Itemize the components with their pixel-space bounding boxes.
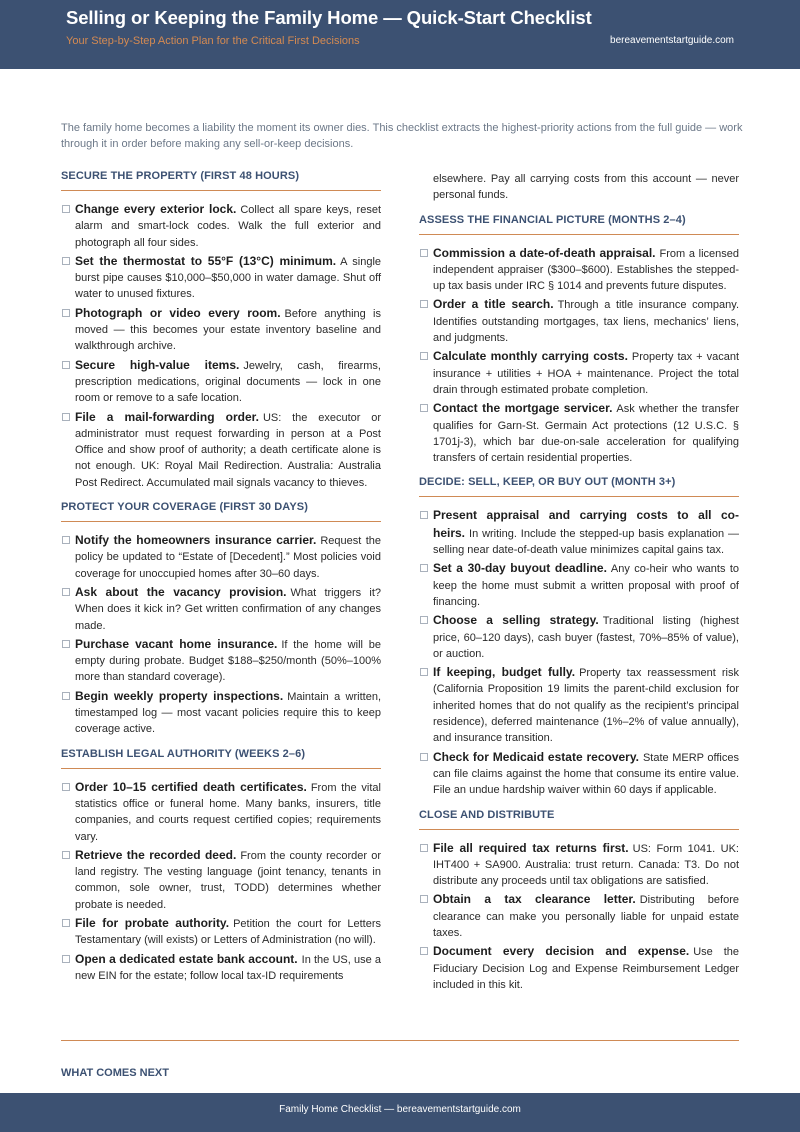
checkbox[interactable] bbox=[420, 753, 428, 761]
intro-paragraph: The family home becomes a liability the moment its owner dies. This checklist extracts the highest-priority actions from the full guide — work through it in order before making any sell-or-keep decisions. bbox=[61, 122, 743, 150]
right-column bbox=[419, 171, 739, 995]
checklist-item: Open a dedicated estate bank account. In the US, use a new EIN for the estate; follow local tax-ID requirements bbox=[61, 951, 381, 985]
section-heading-secure: SECURE THE PROPERTY (FIRST 48 HOURS) bbox=[61, 170, 381, 191]
checklist-item: Document every decision and expense. Use the Fiduciary Decision Log and Expense Reimbursement Ledger included in this kit. bbox=[419, 943, 739, 993]
checklist-item: Choose a selling strategy. Traditional listing (highest price, 60–120 days), cash buyer (fastest, 70%–85% of value), or auction. bbox=[419, 612, 739, 662]
checklist-item: Present appraisal and carrying costs to all co-heirs. In writing. Include the stepped-up basis explanation — selling near date-of-death value minimizes capital gains tax. bbox=[419, 507, 739, 558]
checklist-item: Photograph or video every room. Before anything is moved — this becomes your estate inventory baseline and walkthrough archive. bbox=[61, 305, 381, 355]
checkbox[interactable] bbox=[62, 640, 70, 648]
checklist-item: Commission a date-of-death appraisal. From a licensed independent appraiser ($300–$600). Establishes the stepped-up tax basis under IRC § 1014 and prevents future disputes. bbox=[419, 245, 739, 295]
checkbox[interactable] bbox=[62, 851, 70, 859]
checkbox[interactable] bbox=[420, 844, 428, 852]
section-heading-decide: DECIDE: SELL, KEEP, OR BUY OUT (MONTH 3+) bbox=[419, 476, 739, 497]
checklist-item: Purchase vacant home insurance. If the home will be empty during probate. Budget $188–$250/month (50%–100% more than standard coverage). bbox=[61, 636, 381, 686]
checklist-item: Contact the mortgage servicer. Ask whether the transfer qualifies for Garn-St. Germain Act protections (12 U.S.C. § 1701j-3), which bar due-on-sale acceleration for qualifying transfers of certain residential properties. bbox=[419, 400, 739, 466]
checklist-item: File for probate authority. Petition the court for Letters Testamentary (will exists) or Letters of Administration (no will). bbox=[61, 915, 381, 949]
checkbox[interactable] bbox=[62, 919, 70, 927]
checkbox[interactable] bbox=[420, 564, 428, 572]
checkbox[interactable] bbox=[420, 616, 428, 624]
section-heading-legal: ESTABLISH LEGAL AUTHORITY (WEEKS 2–6) bbox=[61, 748, 381, 769]
checklist-item: Retrieve the recorded deed. From the county recorder or land registry. The vesting language (joint tenancy, tenants in common, sole owner, trust, TODD) determines whether probate is needed. bbox=[61, 847, 381, 913]
section-heading-financial: ASSESS THE FINANCIAL PICTURE (MONTHS 2–4) bbox=[419, 214, 739, 235]
checkbox[interactable] bbox=[420, 352, 428, 360]
checklist-item: Notify the homeowners insurance carrier. Request the policy be updated to “Estate of [Decedent].” Most policies void coverage for unoccupied homes after 30–60 days. bbox=[61, 532, 381, 582]
checkbox[interactable] bbox=[62, 692, 70, 700]
bottom-divider bbox=[61, 1040, 739, 1041]
checklist-item-continuation: elsewhere. Pay all carrying costs from this account — never personal funds. bbox=[433, 173, 739, 202]
checkbox[interactable] bbox=[62, 955, 70, 963]
checklist-item: Order a title search. Through a title insurance company. Identifies outstanding mortgages, tax liens, mechanics’ liens, and judgments. bbox=[419, 296, 739, 346]
checkbox[interactable] bbox=[62, 257, 70, 265]
checklist-item: Begin weekly property inspections. Maintain a written, timestamped log — most vacant policies require this to keep coverage active. bbox=[61, 688, 381, 738]
checklist-item: If keeping, budget fully. Property tax reassessment risk (California Proposition 19 limits the parent-child exclusion for inherited homes that do not qualify as the recipient’s principal residence), deferred maintenance (1%–2% of value annually), and insurance transition. bbox=[419, 664, 739, 746]
section-heading-close: CLOSE AND DISTRIBUTE bbox=[419, 809, 739, 830]
checklist-item: Secure high-value items. Jewelry, cash, firearms, prescription medications, original documents — lock in one room or remove to a safe location. bbox=[61, 357, 381, 407]
checkbox[interactable] bbox=[420, 300, 428, 308]
checklist-item: File a mail-forwarding order. US: the executor or administrator must request forwarding in person at a Post Office and show proof of authority; a death certificate alone is not enough. UK: Royal Mail Redirection. Australia: Australia Post Redirect. Accumulated mail signals vacancy to thieves. bbox=[61, 409, 381, 491]
checkbox[interactable] bbox=[62, 588, 70, 596]
checklist-item: Check for Medicaid estate recovery. State MERP offices can file claims against the home that consume its entire value. File an undue hardship waiver within 60 days if applicable. bbox=[419, 749, 739, 799]
checklist-item: Ask about the vacancy provision. What triggers it? When does it kick in? Get written confirmation of any changes made. bbox=[61, 584, 381, 634]
page-footer bbox=[0, 1093, 800, 1132]
footer-text: Family Home Checklist — bereavementstartguide.com bbox=[279, 1104, 521, 1115]
checkbox[interactable] bbox=[62, 413, 70, 421]
checkbox[interactable] bbox=[420, 668, 428, 676]
checklist-item: Set a 30-day buyout deadline. Any co-heir who wants to keep the home must submit a written proposal with proof of financing. bbox=[419, 560, 739, 610]
page-header bbox=[0, 0, 800, 69]
checkbox[interactable] bbox=[62, 536, 70, 544]
checklist-item: Change every exterior lock. Collect all spare keys, reset alarm and smart-lock codes. Walk the full exterior and photograph all four sides. bbox=[61, 201, 381, 251]
section-heading-coverage: PROTECT YOUR COVERAGE (FIRST 30 DAYS) bbox=[61, 501, 381, 522]
left-column bbox=[61, 170, 381, 986]
checkbox[interactable] bbox=[62, 783, 70, 791]
checklist-item: File all required tax returns first. US: Form 1041. UK: IHT400 + SA900. Australia: trust return. Canada: T3. Do not distribute any proceeds until tax obligations are satisfied. bbox=[419, 840, 739, 890]
checkbox[interactable] bbox=[420, 249, 428, 257]
checkbox[interactable] bbox=[420, 511, 428, 519]
header-site-link[interactable]: bereavementstartguide.com bbox=[610, 35, 734, 46]
checklist-item: Order 10–15 certified death certificates. From the vital statistics office or funeral home. Many banks, insurers, title companies, and courts request certified copies; requirements vary. bbox=[61, 779, 381, 845]
checklist-item: Calculate monthly carrying costs. Property tax + vacant insurance + utilities + HOA + maintenance. Project the total drain through estimated probate completion. bbox=[419, 348, 739, 398]
checkbox[interactable] bbox=[420, 947, 428, 955]
checkbox[interactable] bbox=[420, 895, 428, 903]
checkbox[interactable] bbox=[62, 361, 70, 369]
checkbox[interactable] bbox=[420, 404, 428, 412]
checklist-item: Set the thermostat to 55°F (13°C) minimum. A single burst pipe causes $10,000–$50,000 in water damage. Shut off water to unused fixtures. bbox=[61, 253, 381, 303]
section-heading-next: WHAT COMES NEXT bbox=[61, 1067, 169, 1079]
page-subtitle: Your Step-by-Step Action Plan for the Critical First Decisions bbox=[66, 35, 360, 47]
checkbox[interactable] bbox=[62, 309, 70, 317]
checkbox[interactable] bbox=[62, 205, 70, 213]
page-title: Selling or Keeping the Family Home — Quick-Start Checklist bbox=[66, 7, 592, 28]
checklist-item: Obtain a tax clearance letter. Distributing before clearance can make you personally liable for unpaid estate taxes. bbox=[419, 891, 739, 941]
